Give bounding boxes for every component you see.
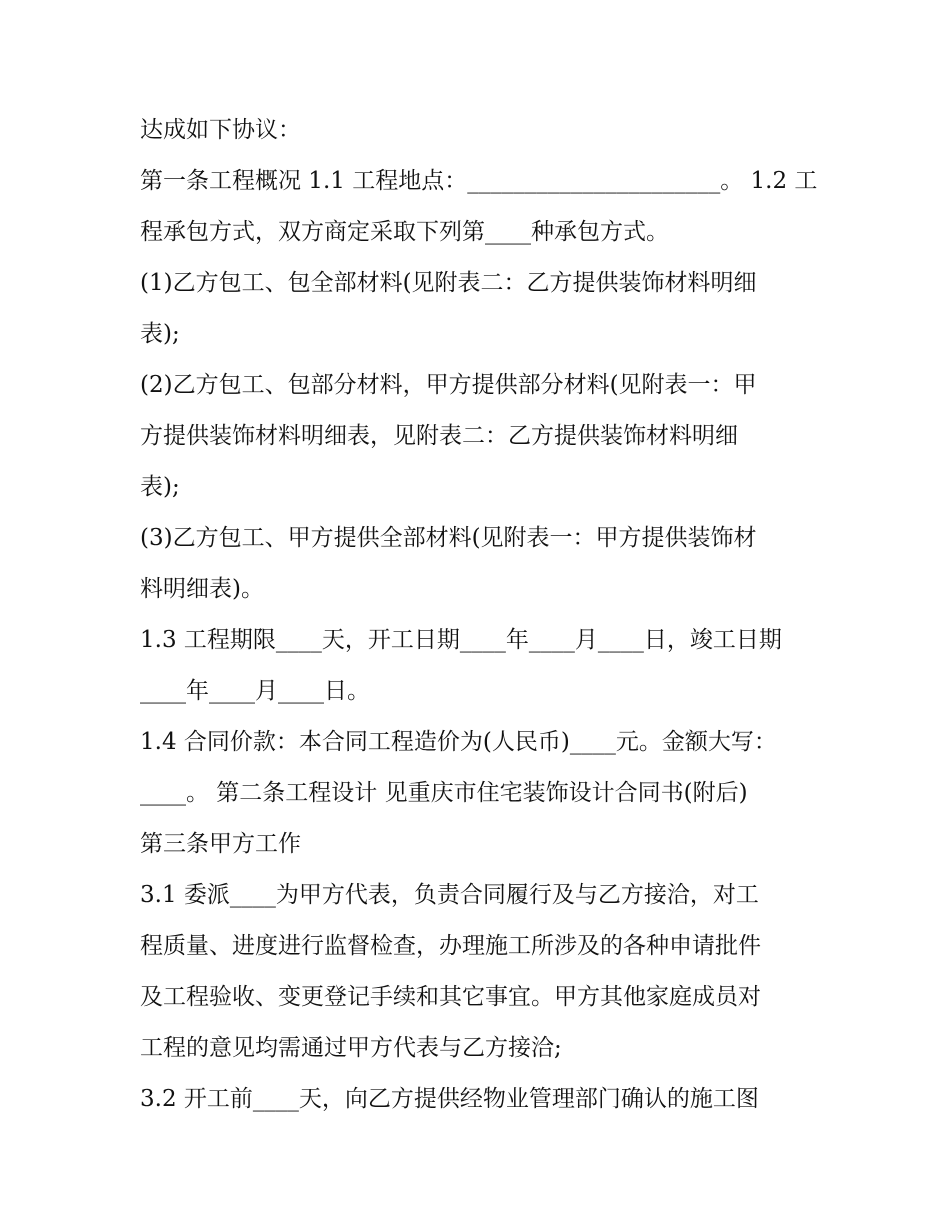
text-line: 表); (140, 321, 180, 347)
text-line: (1)乙方包工、包全部材料(见附表二：乙方提供装饰材料明细 (140, 270, 757, 296)
section-heading: 第三条甲方工作 (140, 831, 301, 857)
text-line: 表); (140, 474, 180, 500)
text-line: 及工程验收、变更登记手续和其它事宜。甲方其他家庭成员对 (140, 984, 761, 1010)
text-line: ____。 第二条工程设计 见重庆市住宅装饰设计合同书(附后) (140, 780, 748, 806)
text-line: ____年____月____日。 (140, 678, 370, 704)
text-line: 程承包方式，双方商定采取下列第____种承包方式。 (140, 219, 669, 245)
text-line: (3)乙方包工、甲方提供全部材料(见附表一：甲方提供装饰材 (140, 525, 757, 551)
text-line: 1.3 工程期限____天，开工日期____年____月____日，竣工日期 (140, 627, 782, 653)
text-line: 3.1 委派____为甲方代表，负责合同履行及与乙方接洽，对工 (140, 882, 759, 908)
text-line: 达成如下协议： (140, 117, 301, 143)
text-line: 程质量、进度进行监督检查，办理施工所涉及的各种申请批件 (140, 933, 761, 959)
document-body (140, 105, 820, 1125)
text-line: 料明细表)。 (140, 576, 264, 602)
text-line: 工程的意见均需通过甲方代表与乙方接洽; (140, 1035, 562, 1061)
text-line: 方提供装饰材料明细表，见附表二：乙方提供装饰材料明细 (140, 423, 738, 449)
text-line: 1.4 合同价款：本合同工程造价为(人民币)____元。金额大写： (140, 729, 777, 755)
text-line: 3.2 开工前____天，向乙方提供经物业管理部门确认的施工图 (140, 1086, 759, 1112)
text-line: (2)乙方包工、包部分材料，甲方提供部分材料(见附表一：甲 (140, 372, 757, 398)
text-line: 第一条工程概况 1.1 工程地点：______________________。 1.2 工 (140, 168, 818, 194)
